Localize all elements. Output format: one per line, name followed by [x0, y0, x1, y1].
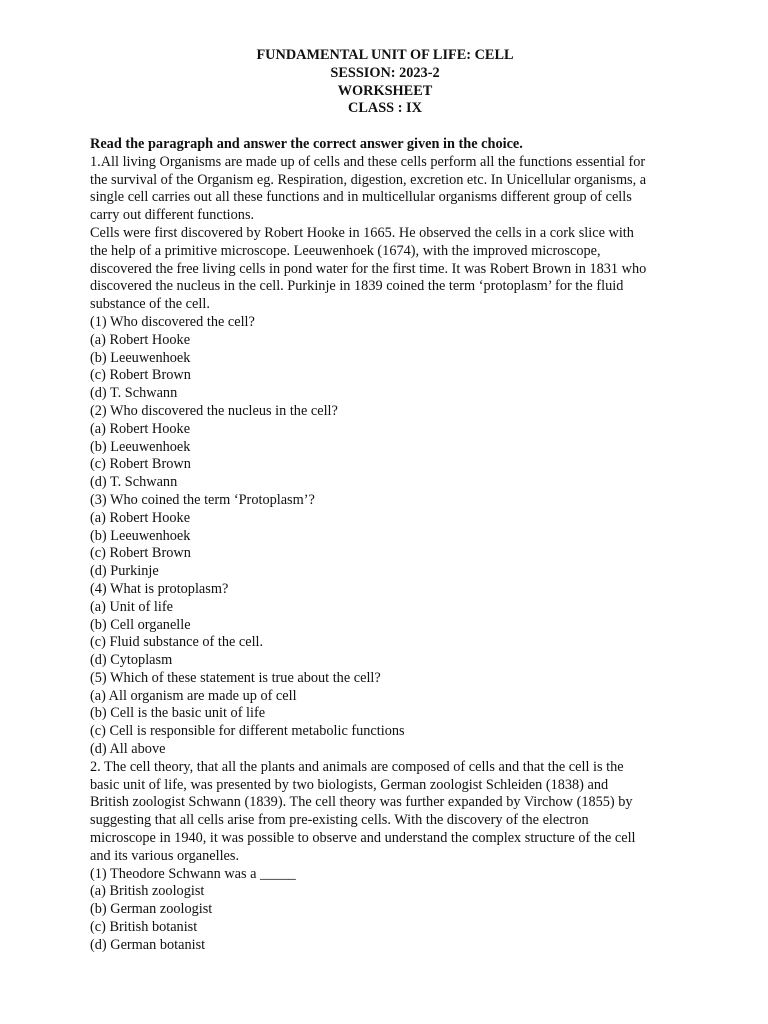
worksheet-page — [90, 47, 680, 955]
paragraph-line: single cell carries out all these functions and in multicellular organisms different group of cells — [90, 189, 632, 206]
question-block — [90, 492, 680, 581]
answer-option: (c) Robert Brown — [90, 456, 191, 473]
paragraph-line: the help of a primitive microscope. Leeuwenhoek (1674), with the improved microscope, — [90, 242, 601, 259]
worksheet-header — [90, 47, 680, 118]
question-block — [90, 314, 680, 403]
answer-option: (d) T. Schwann — [90, 385, 178, 402]
worksheet-title: FUNDAMENTAL UNIT OF LIFE: CELL — [256, 47, 514, 63]
section-1-paragraph-1 — [90, 154, 680, 225]
question-text: (5) Which of these statement is true about the cell? — [90, 669, 381, 686]
answer-option: (c) Robert Brown — [90, 367, 191, 384]
paragraph-line: 2. The cell theory, that all the plants and animals are composed of cells and that the cell is the — [90, 758, 624, 775]
answer-option: (d) T. Schwann — [90, 474, 178, 491]
answer-option: (d) Purkinje — [90, 563, 159, 580]
paragraph-line: Cells were first discovered by Robert Hooke in 1665. He observed the cells in a cork slice with — [90, 224, 634, 241]
paragraph-line: discovered the free living cells in pond water for the first time. It was Robert Brown in 1831 who — [90, 260, 647, 277]
paragraph-line: suggesting that all cells arise from pre-existing cells. With the discovery of the electron — [90, 812, 589, 829]
answer-option: (a) British zoologist — [90, 883, 205, 900]
question-text: (1) Who discovered the cell? — [90, 313, 255, 330]
answer-option: (a) Robert Hooke — [90, 509, 191, 526]
section-1 — [90, 154, 680, 759]
instruction-text: Read the paragraph and answer the correct answer given in the choice. — [90, 135, 523, 152]
answer-option: (c) Cell is responsible for different metabolic functions — [90, 723, 405, 740]
section-1-paragraph-2 — [90, 225, 680, 314]
paragraph-line: microscope in 1940, it was possible to observe and understand the complex structure of the cell — [90, 830, 636, 847]
question-block — [90, 670, 680, 759]
answer-option: (b) Leeuwenhoek — [90, 438, 191, 455]
answer-option: (a) Unit of life — [90, 598, 173, 615]
answer-option: (b) German zoologist — [90, 901, 213, 918]
answer-option: (d) All above — [90, 741, 166, 758]
question-text: (4) What is protoplasm? — [90, 580, 229, 597]
answer-option: (b) Cell organelle — [90, 616, 191, 633]
question-block — [90, 581, 680, 670]
answer-option: (b) Leeuwenhoek — [90, 527, 191, 544]
paragraph-line: carry out different functions. — [90, 207, 255, 224]
section-2-paragraph — [90, 759, 680, 866]
session-label: SESSION: 2023-2 — [330, 64, 440, 81]
answer-option: (d) Cytoplasm — [90, 652, 173, 669]
paragraph-line: basic unit of life, was presented by two biologists, German zoologist Schleiden (1838) and — [90, 776, 609, 793]
answer-option: (c) Robert Brown — [90, 545, 191, 562]
answer-option: (a) Robert Hooke — [90, 420, 191, 437]
paragraph-line: discovered the nucleus in the cell. Purkinje in 1839 coined the term ‘protoplasm’ for the fluid — [90, 278, 624, 295]
answer-option: (c) Fluid substance of the cell. — [90, 634, 264, 651]
answer-option: (a) Robert Hooke — [90, 331, 191, 348]
class-label: CLASS : IX — [348, 100, 422, 117]
question-block — [90, 403, 680, 492]
answer-option: (a) All organism are made up of cell — [90, 687, 297, 704]
question-text: (1) Theodore Schwann was a _____ — [90, 865, 296, 882]
question-text: (3) Who coined the term ‘Protoplasm’? — [90, 491, 315, 508]
paragraph-line: the survival of the Organism eg. Respiration, digestion, excretion etc. In Unicellular organisms, a — [90, 171, 647, 188]
answer-option: (d) German botanist — [90, 936, 206, 953]
paragraph-line: 1.All living Organisms are made up of cells and these cells perform all the functions essential for — [90, 153, 646, 170]
paragraph-line: substance of the cell. — [90, 296, 210, 313]
question-block — [90, 866, 680, 955]
paragraph-line: and its various organelles. — [90, 847, 240, 864]
answer-option: (c) British botanist — [90, 919, 198, 936]
paragraph-line: British zoologist Schwann (1839). The cell theory was further expanded by Virchow (1855) by — [90, 794, 633, 811]
answer-option: (b) Cell is the basic unit of life — [90, 705, 266, 722]
section-2 — [90, 759, 680, 955]
question-text: (2) Who discovered the nucleus in the cell? — [90, 402, 338, 419]
worksheet-label: WORKSHEET — [337, 82, 433, 99]
answer-option: (b) Leeuwenhoek — [90, 349, 191, 366]
